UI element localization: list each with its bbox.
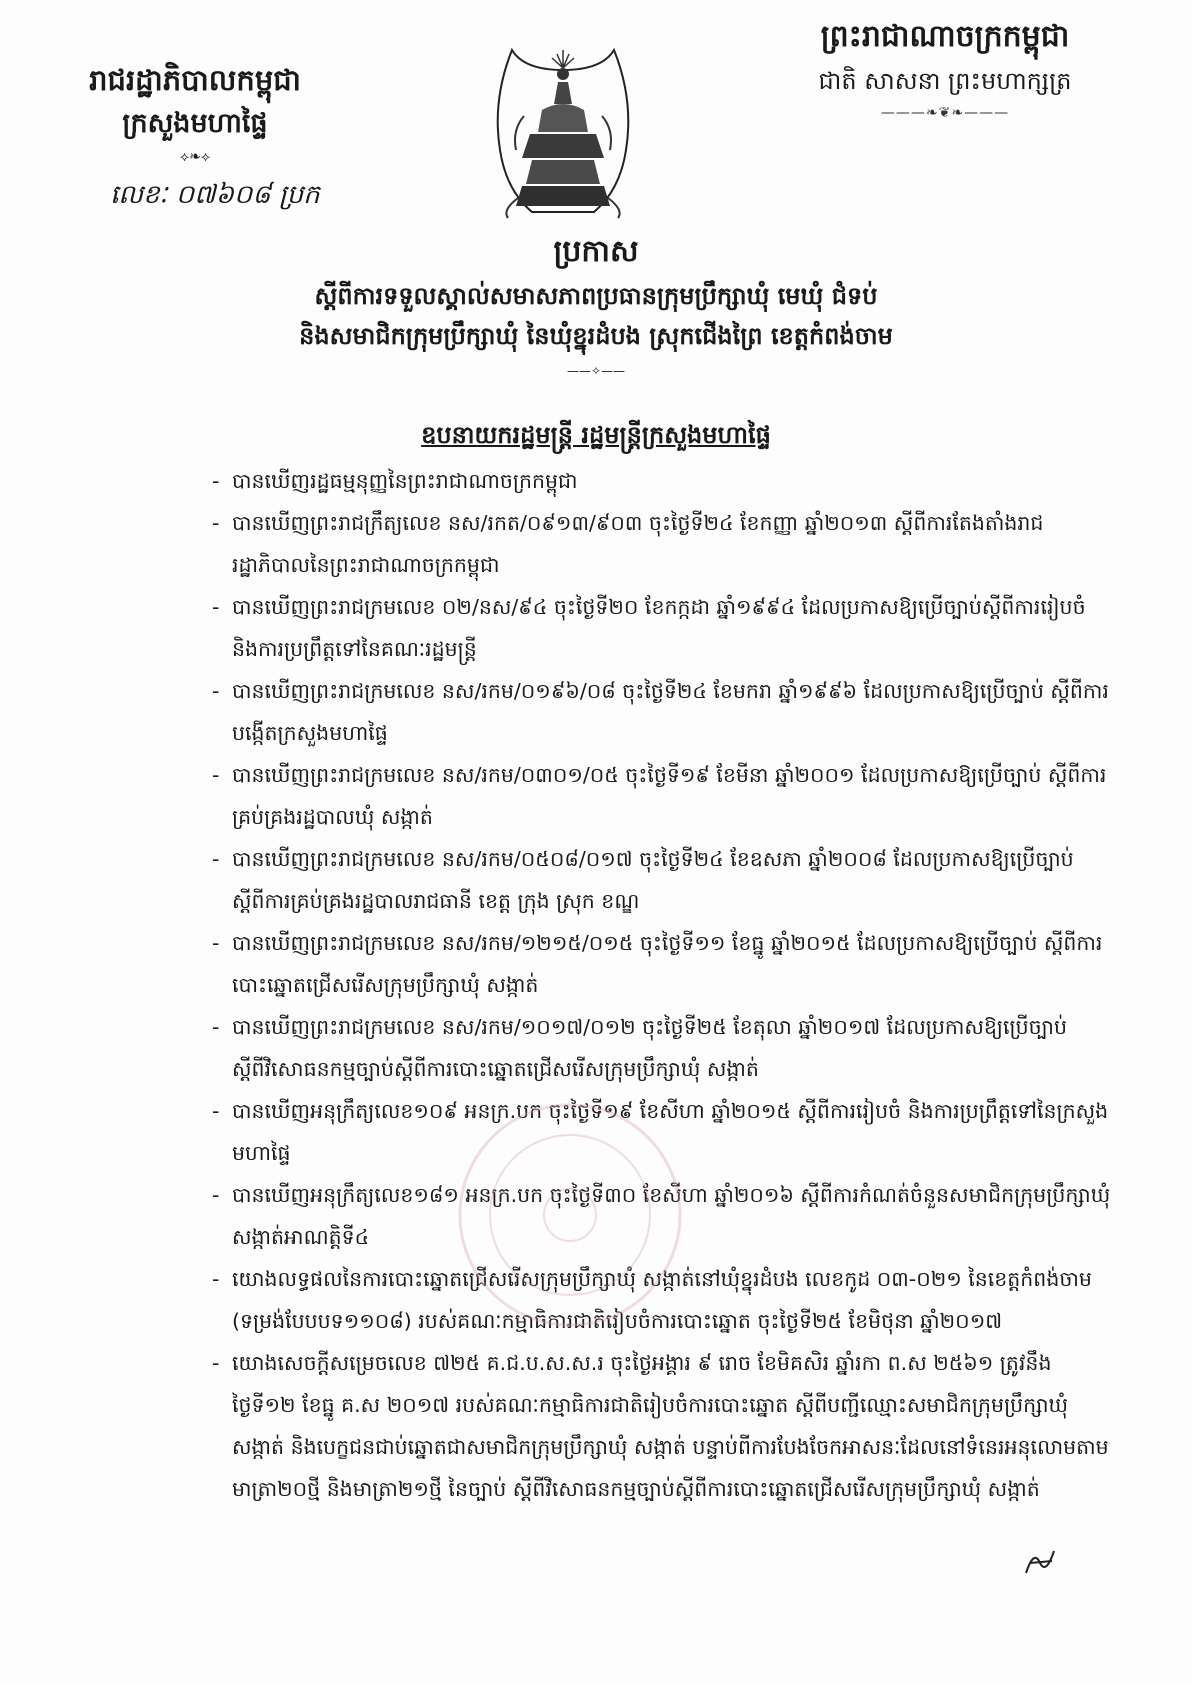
national-motto: ជាតិ សាសនា ព្រះមហាក្សត្រ: [818, 67, 1072, 95]
list-item: - យោងលទ្ធផលនៃការបោះឆ្នោតជ្រើសរើសក្រុមប្រឹក្សាឃុំ សង្កាត់នៅឃុំខ្នុរដំបង លេខកូដ ០៣-០២១ នៃខេត្តកំពង់ចាម (ទម្រង់បែបបទ១១០៨) របស់គណៈកម្មាធិការជាតិរៀបចំការបោះឆ្នោត ចុះថ្ងៃទី២៥ ខែមិថុនា ឆ្នាំ២០១៧: [212, 1258, 1112, 1342]
list-item: - បានឃើញព្រះរាជក្រមលេខ នស/រកម/០៥០៨/០១៧ ចុះថ្ងៃទី២៤ ខែឧសភា ឆ្នាំ២០០៨ ដែលប្រកាសឱ្យប្រើច្បាប់ ស្តីពីការគ្រប់គ្រងរដ្ឋបាលរាជធានី ខេត្ត ក្រុង ស្រុក ខណ្ឌ: [212, 838, 1112, 922]
list-item: - បានឃើញព្រះរាជក្រមលេខ នស/រកម/០៣០១/០៥ ចុះថ្ងៃទី១៩ ខែមីនា ឆ្នាំ២០០១ ដែលប្រកាសឱ្យប្រើច្បាប់ ស្តីពីការគ្រប់គ្រងរដ្ឋបាលឃុំ សង្កាត់: [212, 754, 1112, 838]
kingdom-header: [780, 14, 1110, 124]
title-ornament: ——✧——: [566, 364, 626, 378]
official-seal-stamp: [420, 1090, 720, 1340]
government-name: រាជរដ្ឋាភិបាលកម្ពុជា: [89, 63, 301, 97]
preamble-list: [212, 460, 1112, 1510]
document-subtitle-line1: ស្តីពីការទទួលស្គាល់សមាសភាពប្រធានក្រុមប្រឹក្សាឃុំ មេឃុំ ជំទប់: [314, 282, 878, 310]
list-item: - បានឃើញអនុក្រឹត្យលេខ១៨១ អនក្រ.បក ចុះថ្ងៃទី៣០ ខែសីហា ឆ្នាំ២០១៦ ស្តីពីការកំណត់ចំនួនសមាជិកក្រុមប្រឹក្សាឃុំ សង្កាត់អាណត្តិទី៤: [212, 1174, 1112, 1258]
document-subtitle-line2: និងសមាជិកក្រុមប្រឹក្សាឃុំ នៃឃុំខ្នុរដំបង ស្រុកជើងព្រៃ ខេត្តកំពង់ចាម: [299, 322, 893, 350]
issuer-header: [60, 58, 330, 168]
list-item: - បានឃើញព្រះរាជក្រមលេខ នស/រកម/០១៩៦/០៨ ចុះថ្ងៃទី២៤ ខែមករា ឆ្នាំ១៩៩៦ ដែលប្រកាសឱ្យប្រើច្បាប់ ស្តីពីការបង្កើតក្រសួងមហាផ្ទៃ: [212, 670, 1112, 754]
list-item: - បានឃើញព្រះរាជក្រមលេខ នស/រកម/១០១៧/០១២ ចុះថ្ងៃទី២៥ ខែតុលា ឆ្នាំ២០១៧ ដែលប្រកាសឱ្យប្រើច្បាប់ ស្តីពីវិសោធនកម្មច្បាប់ស្តីពីការបោះឆ្នោតជ្រើសរើសក្រុមប្រឹក្សាឃុំ សង្កាត់: [212, 1006, 1112, 1090]
list-item: - បានឃើញរដ្ឋធម្មនុញ្ញនៃព្រះរាជាណាចក្រកម្ពុជា: [212, 460, 1112, 502]
ministry-ornament: ⟡❧⟡: [179, 149, 211, 165]
list-item: - បានឃើញព្រះរាជក្រមលេខ នស/រកម/១២១៥/០១៥ ចុះថ្ងៃទី១១ ខែធ្នូ ឆ្នាំ២០១៥ ដែលប្រកាសឱ្យប្រើច្បាប់ ស្តីពីការបោះឆ្នោតជ្រើសរើសក្រុមប្រឹក្សាឃុំ សង្កាត់: [212, 922, 1112, 1006]
list-item: - បានឃើញអនុក្រឹត្យលេខ១០៩ អនក្រ.បក ចុះថ្ងៃទី១៩ ខែសីហា ឆ្នាំ២០១៥ ស្តីពីការរៀបចំ និងការប្រព្រឹត្តទៅនៃក្រសួងមហាផ្ទៃ: [212, 1090, 1112, 1174]
ministry-name: ក្រសួងមហាផ្ទៃ: [122, 108, 268, 139]
reference-number: លេខៈ ០៧៦០៨ ប្រក: [110, 180, 320, 210]
minister-title: ឧបនាយករដ្ឋមន្ត្រី រដ្ឋមន្ត្រីក្រសួងមហាផ្ទៃ: [421, 421, 771, 449]
list-item: - បានឃើញព្រះរាជក្រឹត្យលេខ នស/រកត/០៩១៣/៩០៣ ចុះថ្ងៃទី២៤ ខែកញ្ញា ឆ្នាំ២០១៣ ស្តីពីការតែងតាំងរាជរដ្ឋាភិបាលនៃព្រះរាជាណាចក្រកម្ពុជា: [212, 502, 1112, 586]
list-item: - យោងសេចក្តីសម្រេចលេខ ៧២៥ គ.ជ.ប.ស.ស.រ ចុះថ្ងៃអង្គារ ៩ រោច ខែមិគសិរ ឆ្នាំរកា ព.ស ២៥៦១ ត្រូវនឹងថ្ងៃទី១២ ខែធ្នូ គ.ស ២០១៧ របស់គណៈកម្មាធិការជាតិរៀបចំការបោះឆ្នោត ស្តីពីបញ្ជីឈ្មោះសមាជិកក្រុមប្រឹក្សាឃុំ សង្កាត់ និងបេក្ខជនជាប់ឆ្នោតជាសមាជិកក្រុមប្រឹក្សាឃុំ សង្កាត់ បន្ទាប់ពីការបែងចែកអាសនៈដែលនៅទំនេរអនុលោមតាមមាត្រា២០ថ្មី និងមាត្រា២១ថ្មី នៃច្បាប់ ស្តីពីវិសោធនកម្មច្បាប់ស្តីពីការបោះឆ្នោតជ្រើសរើសក្រុមប្រឹក្សាឃុំ សង្កាត់: [212, 1342, 1112, 1510]
announcement-header: [0, 228, 1192, 386]
royal-emblem-icon: [472, 40, 654, 224]
list-item: - បានឃើញព្រះរាជក្រមលេខ ០២/នស/៩៤ ចុះថ្ងៃទី២០ ខែកក្កដា ឆ្នាំ១៩៩៤ ដែលប្រកាសឱ្យប្រើច្បាប់ស្តីពីការរៀបចំ និងការប្រព្រឹត្តទៅនៃគណៈរដ្ឋមន្ត្រី: [212, 586, 1112, 670]
document-title: ប្រកាស: [553, 234, 639, 269]
motto-ornament: ———❧❦❧———: [880, 105, 1010, 121]
handwritten-initials: [1020, 1545, 1060, 1579]
kingdom-name: ព្រះរាជាណាចក្រកម្ពុជា: [820, 19, 1070, 54]
